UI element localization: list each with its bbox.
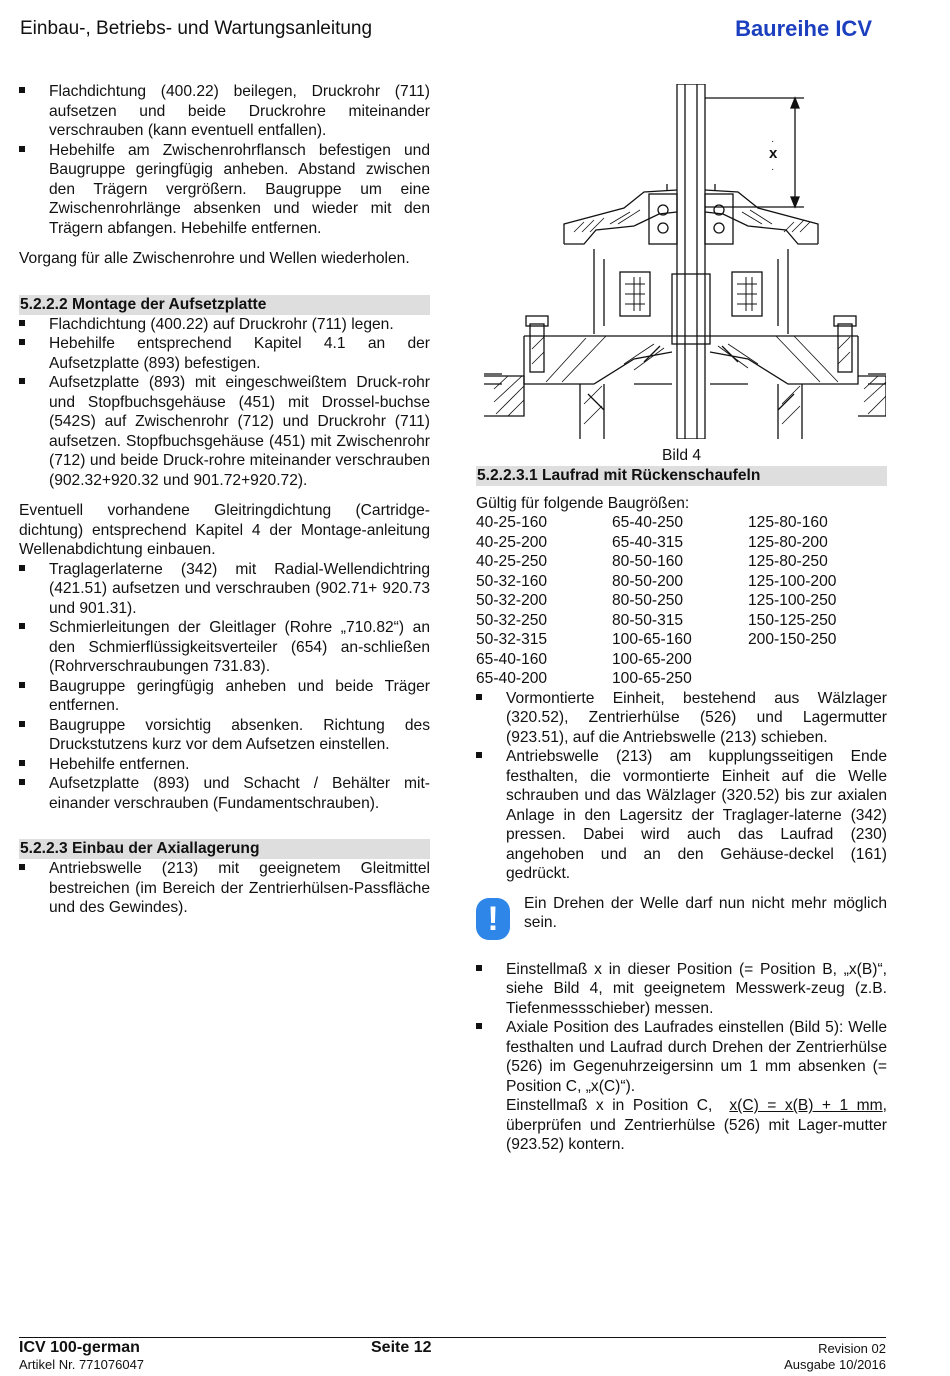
table-cell: 40-25-250: [476, 553, 548, 570]
bullet-icon: [19, 864, 25, 870]
bullet-icon: [476, 694, 482, 700]
bullet-icon: [19, 378, 25, 384]
pump-section-drawing: [484, 84, 886, 439]
list-item: Antriebswelle (213) mit geeignetem Gleitmittel bestreichen (im Bereich der Zentrierhülsen-Passfläche und des Gewindes).: [19, 859, 430, 918]
table-cell: 65-40-200: [476, 670, 548, 687]
list-item: Traglagerlaterne (342) mit Radial-Wellendichtring (421.51) aufsetzen und verschrauben (902.71+ 920.73 und 901.31).: [19, 560, 430, 619]
table-cell: 200-150-250: [748, 631, 837, 648]
bullet-icon: [19, 721, 25, 727]
table-cell: 40-25-200: [476, 533, 548, 551]
left-column: [19, 82, 430, 918]
list-item: Vormontierte Einheit, bestehend aus Wälzlager (320.52), Zentrierhülse (526) und Lagermutter (923.51), auf die Antriebswelle (213) schieben.: [476, 689, 887, 748]
bullet-icon: [19, 623, 25, 629]
table-cell: 80-50-315: [612, 611, 684, 629]
svg-text:·: ·: [771, 164, 775, 175]
bullet-icon: [476, 965, 482, 971]
bullet-list: [19, 859, 430, 918]
list-item: Flachdichtung (400.22) auf Druckrohr (711) legen.: [19, 315, 430, 335]
table-cell: 65-40-315: [612, 533, 684, 551]
bullet-icon: [19, 320, 25, 326]
list-item: Axiale Position des Laufrades einstellen (Bild 5): Welle festhalten und Laufrad durch Drehen der Zentrierhülse (526) im Gegenuhrzeigersinn um 1 mm absenken (= Position C, „x(C)“). Einstellmaß x in Position C, x(C) = x(B) + 1 mm, überprüfen und Zentrierhülse (526) mit Lager-mutter (923.52) kontern.: [476, 1018, 887, 1155]
bullet-list: [476, 960, 887, 1155]
table-row: [476, 513, 887, 533]
header-series: Baureihe ICV: [735, 16, 872, 41]
footer-divider: [19, 1337, 886, 1338]
page-number: Seite 12: [371, 1339, 432, 1356]
table-cell: 150-125-250: [748, 611, 837, 629]
list-item: Aufsetzplatte (893) mit eingeschweißtem Druck-rohr und Stopfbuchsgehäuse (451) mit Drossel-buchse (542S) auf Zwischenrohr (712) und Druckrohr (711) aufsetzen. Stopfbuchsgehäuse (451) mit Zwischenrohr (712) und beide Druck-rohre miteinander verschrauben (902.32+920.32 und 901.72+920.72).: [19, 373, 430, 490]
table-cell: 80-50-200: [612, 572, 684, 590]
dimension-label: x: [769, 145, 778, 162]
figure-caption: Bild 4: [661, 447, 701, 464]
table-cell: 65-40-160: [476, 650, 548, 668]
header-title: Einbau-, Betriebs- und Wartungsanleitung: [20, 18, 373, 39]
bullet-list: [476, 689, 887, 884]
table-cell: 50-32-200: [476, 592, 548, 609]
table-cell: 80-50-250: [612, 592, 684, 609]
list-item: Antriebswelle (213) am kupplungsseitigen Ende festhalten, die vormontierte Einheit auf die Welle schrauben und das Wälzlager (320.52) bis zur axialen Anlage in den Lagersitz der Traglager-laterne (342) pressen. Dabei wird auch das Laufrad (230) angehoben und an den Gehäuse-deckel (161) gedrückt.: [476, 747, 887, 884]
table-cell: [748, 650, 887, 670]
table-cell: 125-80-200: [748, 533, 828, 551]
bullet-icon: [19, 339, 25, 345]
footer-revision: Revision 02: [818, 1341, 886, 1356]
right-column: [476, 446, 887, 1155]
table-row: [476, 533, 887, 553]
bullet-list: [19, 560, 430, 814]
list-item: Hebehilfe am Zwischenrohrflansch befestigen und Baugruppe geringfügig anheben. Abstand zwischen den Trägern vergrößern. Baugruppe um eine Zwischenrohrlänge absenken und wieder mit den Trägern abfangen. Hebehilfe entfernen.: [19, 141, 430, 239]
bullet-icon: [19, 146, 25, 152]
bullet-icon: [19, 760, 25, 766]
table-cell: [748, 669, 887, 689]
table-cell: 50-32-315: [476, 631, 548, 648]
bullet-icon: [19, 682, 25, 688]
bullet-list: [19, 315, 430, 491]
exclamation-icon: !: [476, 898, 510, 940]
table-cell: 50-32-160: [476, 572, 548, 590]
table-cell: 65-40-250: [612, 514, 684, 531]
bullet-icon: [476, 1023, 482, 1029]
table-cell: 100-65-160: [612, 631, 692, 648]
table-cell: 40-25-160: [476, 514, 548, 531]
table-cell: 125-80-160: [748, 514, 828, 531]
footer-edition: Ausgabe 10/2016: [784, 1357, 886, 1372]
section-heading: 5.2.2.2 Montage der Aufsetzplatte: [19, 295, 430, 315]
list-item: Schmierleitungen der Gleitlager (Rohre „710.82“) an den Schmierflüssigkeitsverteiler (654) an-schließen (Rohrverschraubungen 731.83).: [19, 618, 430, 677]
bullet-icon: [19, 87, 25, 93]
warning-note: [476, 894, 887, 944]
paragraph: Gültig für folgende Baugrößen:: [476, 494, 690, 512]
list-item: Aufsetzplatte (893) und Schacht / Behälter mit-einander verschrauben (Fundamentschrauben).: [19, 774, 430, 813]
list-item: Hebehilfe entfernen.: [19, 755, 430, 775]
bullet-icon: [476, 752, 482, 758]
list-item: Hebehilfe entsprechend Kapitel 4.1 an der Aufsetzplatte (893) befestigen.: [19, 334, 430, 373]
table-cell: 100-65-200: [612, 650, 692, 668]
bullet-icon: [19, 779, 25, 785]
bullet-list: [19, 82, 430, 238]
list-item: Baugruppe vorsichtig absenken. Richtung des Druckstutzens kurz vor dem Aufsetzen einstellen.: [19, 716, 430, 755]
table-cell: 80-50-160: [612, 553, 684, 570]
paragraph: Eventuell vorhandene Gleitringdichtung (Cartridge-dichtung) entsprechend Kapitel 4 der Montage-anleitung Wellenabdichtung einbauen.: [19, 502, 430, 558]
table-row: [476, 650, 887, 670]
svg-text:·: ·: [771, 136, 775, 147]
section-heading: 5.2.2.3.1 Laufrad mit Rückenschaufeln: [476, 466, 887, 486]
table-cell: 100-65-250: [612, 670, 692, 687]
bullet-icon: [19, 565, 25, 571]
table-row: [476, 572, 887, 592]
note-text: Ein Drehen der Welle darf nun nicht mehr möglich sein.: [524, 894, 887, 931]
table-cell: 125-100-200: [748, 572, 837, 590]
footer-doc: ICV 100-german: [19, 1339, 140, 1356]
list-item: Baugruppe geringfügig anheben und beide Träger entfernen.: [19, 677, 430, 716]
formula: x(C) = x(B) + 1 mm: [729, 1097, 883, 1114]
table-row: [476, 669, 887, 689]
footer-article: Artikel Nr. 771076047: [19, 1357, 145, 1372]
table-row: [476, 630, 887, 650]
section-heading: 5.2.2.3 Einbau der Axiallagerung: [19, 839, 430, 859]
sizes-table: [476, 513, 887, 689]
paragraph: Vorgang für alle Zwischenrohre und Wellen wiederholen.: [19, 250, 410, 267]
table-row: [476, 611, 887, 631]
list-item: Flachdichtung (400.22) beilegen, Druckrohr (711) aufsetzen und beide Druckrohre miteinander verschrauben (kann eventuell entfallen).: [19, 82, 430, 141]
table-row: [476, 591, 887, 611]
table-row: [476, 552, 887, 572]
list-item: Einstellmaß x in dieser Position (= Position B, „x(B)“, siehe Bild 4, mit geeignetem Messwerk-zeug (z.B. Tiefenmessschieber) messen.: [476, 960, 887, 1019]
table-cell: 50-32-250: [476, 611, 548, 629]
table-cell: 125-100-250: [748, 592, 837, 609]
table-cell: 125-80-250: [748, 553, 828, 570]
